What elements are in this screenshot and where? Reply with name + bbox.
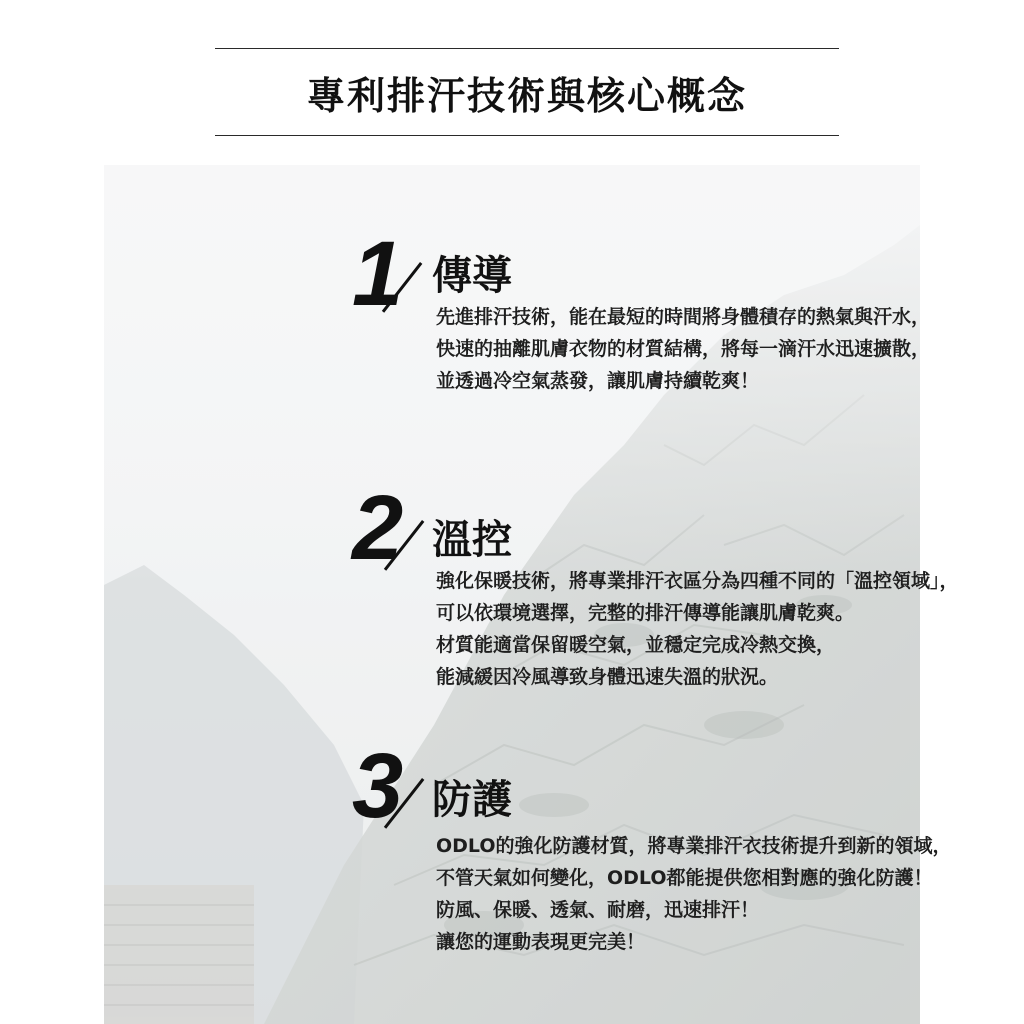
section-body <box>436 830 952 958</box>
body-line: 可以依環境選擇，完整的排汗傳導能讓肌膚乾爽。 <box>436 602 855 624</box>
section-number: 2 <box>352 477 400 579</box>
section-heading: 防護 <box>432 777 512 823</box>
body-line: 能減緩因冷風導致身體迅速失溫的狀況。 <box>436 666 779 688</box>
title-banner <box>215 48 839 136</box>
body-line: 快速的抽離肌膚衣物的材質結構，將每一滴汗水迅速擴散， <box>436 338 931 360</box>
section-number: 1 <box>352 223 400 325</box>
body-line: 讓您的運動表現更完美！ <box>436 931 646 953</box>
section-number: 3 <box>352 735 400 837</box>
body-line: 並透過冷空氣蒸發，讓肌膚持續乾爽！ <box>436 370 760 392</box>
body-line: 防風、保暖、透氣、耐磨，迅速排汗！ <box>436 899 760 921</box>
body-line: 強化保暖技術，將專業排汗衣區分為四種不同的「溫控領域」， <box>436 570 959 592</box>
section-heading: 溫控 <box>432 517 512 563</box>
body-line: 材質能適當保留暖空氣，並穩定完成冷熱交換， <box>436 634 836 656</box>
body-line: 先進排汗技術，能在最短的時間將身體積存的熱氣與汗水， <box>436 306 931 328</box>
page-title: 專利排汗技術與核心概念 <box>306 73 747 118</box>
body-line: 不管天氣如何變化，ODLO都能提供您相對應的強化防護！ <box>436 867 933 889</box>
section-body <box>436 301 930 397</box>
section-heading: 傳導 <box>432 253 512 299</box>
section-body <box>436 565 959 693</box>
body-line: ODLO的強化防護材質，將專業排汗衣技術提升到新的領域， <box>436 835 952 857</box>
